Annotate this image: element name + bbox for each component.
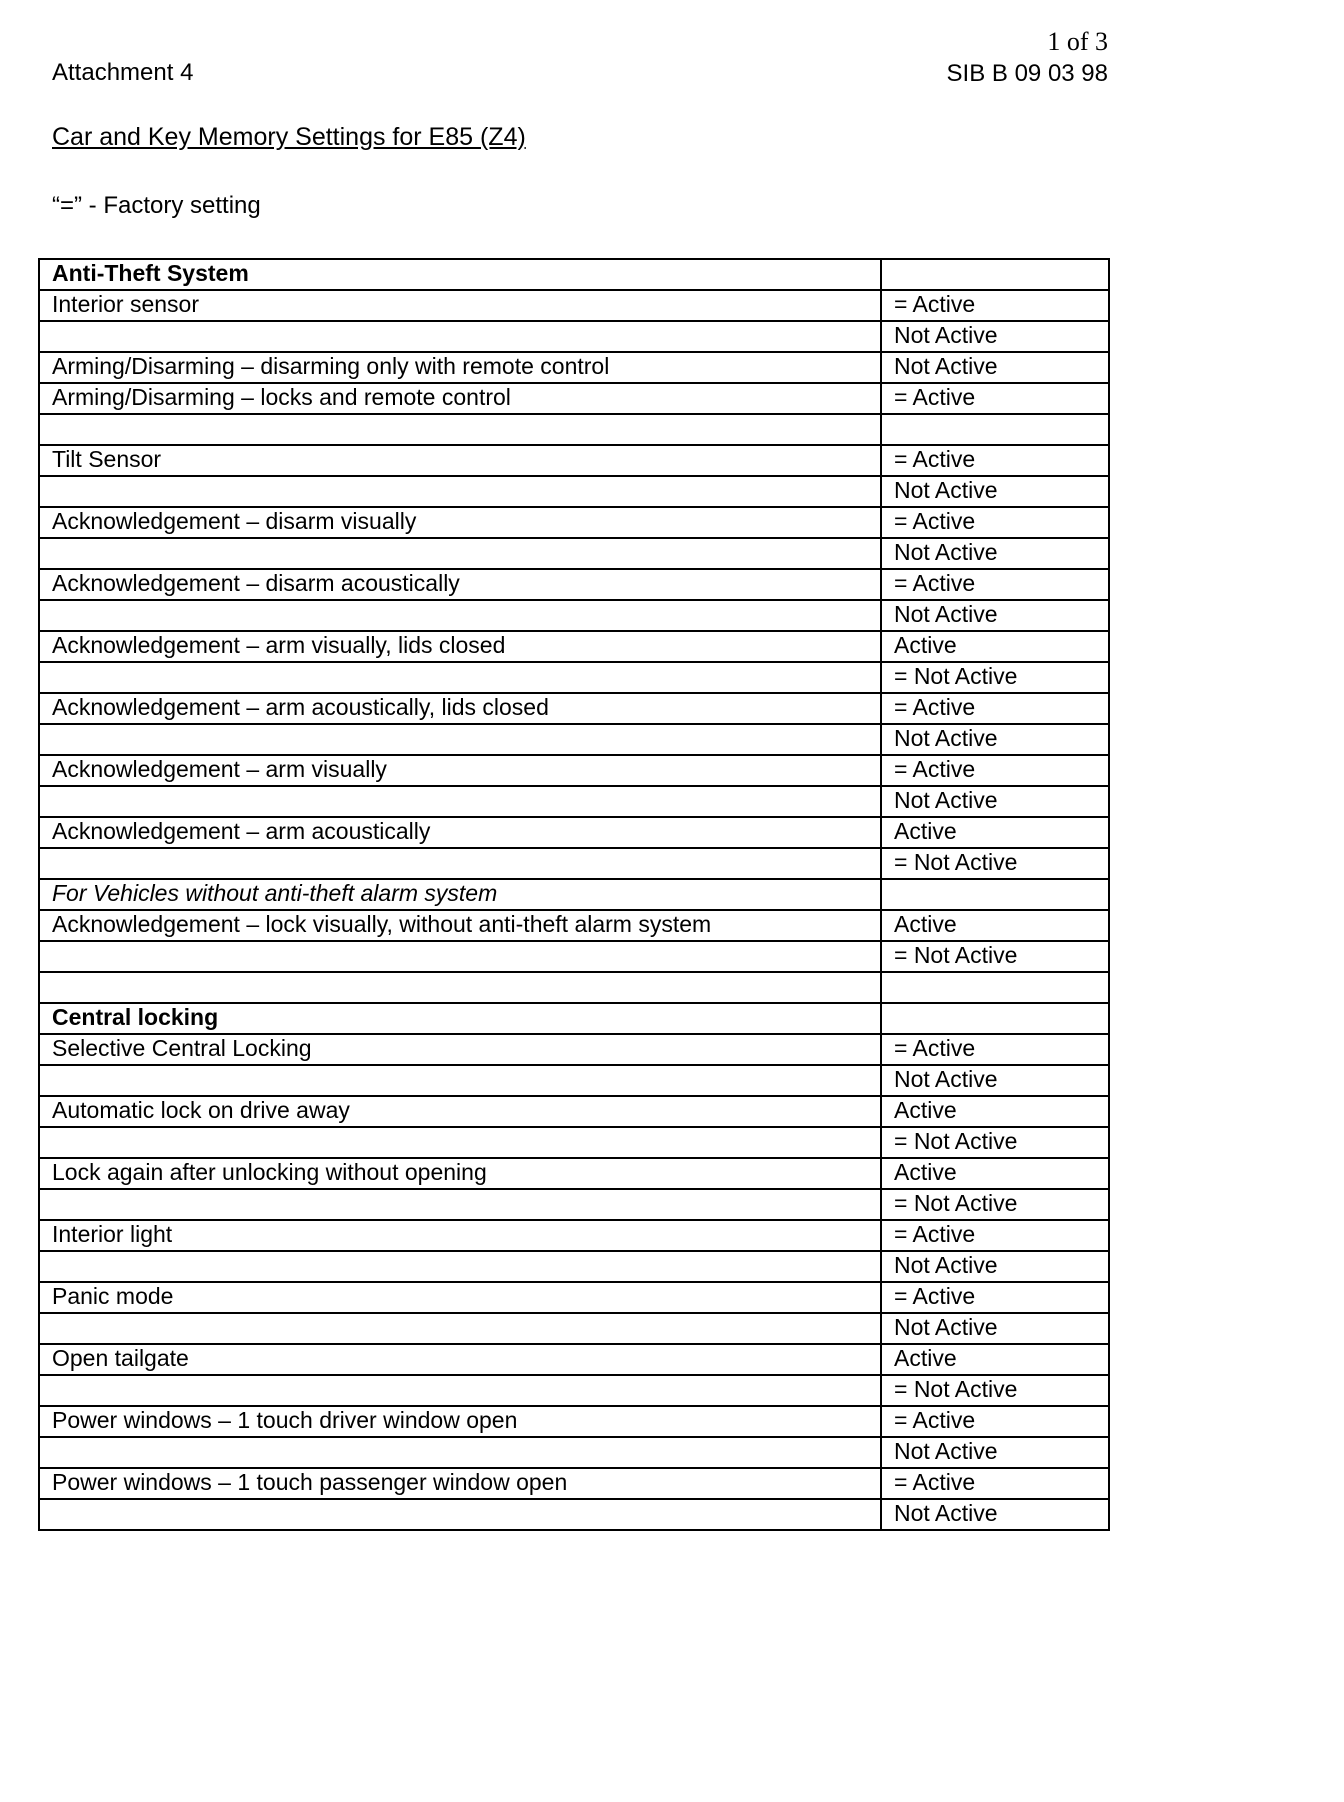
table-row <box>39 879 1109 910</box>
setting-label-cell: Arming/Disarming – locks and remote control <box>39 383 881 414</box>
setting-value-cell: Active <box>881 1158 1109 1189</box>
setting-label-cell: Tilt Sensor <box>39 445 881 476</box>
setting-label-cell <box>39 1251 881 1282</box>
setting-label-cell: Interior sensor <box>39 290 881 321</box>
setting-value-cell: Not Active <box>881 352 1109 383</box>
setting-label-cell: Acknowledgement – lock visually, without anti-theft alarm system <box>39 910 881 941</box>
table-row <box>39 445 1109 476</box>
table-row <box>39 693 1109 724</box>
setting-label-cell <box>39 1189 881 1220</box>
setting-label-cell: Automatic lock on drive away <box>39 1096 881 1127</box>
setting-value-cell: = Active <box>881 1282 1109 1313</box>
table-row <box>39 631 1109 662</box>
table-row <box>39 848 1109 879</box>
setting-label-cell: Arming/Disarming – disarming only with remote control <box>39 352 881 383</box>
setting-value-cell: Not Active <box>881 538 1109 569</box>
setting-label-cell: Power windows – 1 touch driver window open <box>39 1406 881 1437</box>
setting-label-cell: Acknowledgement – arm acoustically <box>39 817 881 848</box>
table-row <box>39 1127 1109 1158</box>
setting-value-cell: = Active <box>881 1034 1109 1065</box>
setting-label-cell <box>39 1065 881 1096</box>
setting-label-cell: Acknowledgement – arm acoustically, lids closed <box>39 693 881 724</box>
setting-value-cell: = Active <box>881 507 1109 538</box>
setting-value-cell: = Not Active <box>881 1189 1109 1220</box>
setting-value-cell <box>881 1003 1109 1034</box>
setting-value-cell: = Active <box>881 383 1109 414</box>
setting-label-cell: Selective Central Locking <box>39 1034 881 1065</box>
setting-value-cell: = Active <box>881 693 1109 724</box>
setting-label-cell: Anti-Theft System <box>39 259 881 290</box>
setting-value-cell <box>881 879 1109 910</box>
setting-value-cell: Not Active <box>881 321 1109 352</box>
setting-label-cell <box>39 1437 881 1468</box>
setting-value-cell: = Not Active <box>881 662 1109 693</box>
setting-label-cell <box>39 538 881 569</box>
table-row <box>39 1437 1109 1468</box>
attachment-label: Attachment 4 <box>52 58 194 86</box>
setting-value-cell: = Active <box>881 569 1109 600</box>
table-row <box>39 1344 1109 1375</box>
setting-label-cell <box>39 848 881 879</box>
setting-label-cell: For Vehicles without anti-theft alarm system <box>39 879 881 910</box>
setting-label-cell <box>39 972 881 1003</box>
table-row <box>39 321 1109 352</box>
setting-value-cell: Not Active <box>881 1437 1109 1468</box>
table-row <box>39 538 1109 569</box>
setting-label-cell: Panic mode <box>39 1282 881 1313</box>
settings-table <box>38 258 1110 1531</box>
table-row <box>39 1499 1109 1530</box>
page-title: Car and Key Memory Settings for E85 (Z4) <box>52 122 526 151</box>
setting-label-cell: Power windows – 1 touch passenger window open <box>39 1468 881 1499</box>
document-page <box>38 0 1108 1531</box>
setting-value-cell: = Active <box>881 445 1109 476</box>
setting-value-cell: Not Active <box>881 786 1109 817</box>
setting-label-cell: Acknowledgement – arm visually, lids closed <box>39 631 881 662</box>
setting-label-cell <box>39 414 881 445</box>
table-row <box>39 910 1109 941</box>
table-row <box>39 600 1109 631</box>
setting-value-cell: Not Active <box>881 1313 1109 1344</box>
table-row <box>39 414 1109 445</box>
table-row <box>39 1220 1109 1251</box>
setting-label-cell <box>39 662 881 693</box>
setting-value-cell: Not Active <box>881 724 1109 755</box>
table-row <box>39 972 1109 1003</box>
table-row <box>39 941 1109 972</box>
setting-value-cell: Not Active <box>881 1065 1109 1096</box>
table-row <box>39 569 1109 600</box>
table-row <box>39 259 1109 290</box>
table-row <box>39 1251 1109 1282</box>
setting-value-cell <box>881 414 1109 445</box>
setting-value-cell: Not Active <box>881 600 1109 631</box>
setting-label-cell: Central locking <box>39 1003 881 1034</box>
setting-value-cell: = Not Active <box>881 941 1109 972</box>
setting-label-cell: Lock again after unlocking without opening <box>39 1158 881 1189</box>
setting-label-cell <box>39 1375 881 1406</box>
table-row <box>39 1468 1109 1499</box>
setting-label-cell <box>39 1499 881 1530</box>
setting-value-cell: = Active <box>881 290 1109 321</box>
table-row <box>39 1158 1109 1189</box>
setting-value-cell: Active <box>881 1344 1109 1375</box>
table-row <box>39 290 1109 321</box>
setting-value-cell: = Active <box>881 1468 1109 1499</box>
setting-value-cell <box>881 259 1109 290</box>
table-row <box>39 352 1109 383</box>
setting-value-cell <box>881 972 1109 1003</box>
table-row <box>39 786 1109 817</box>
setting-label-cell <box>39 786 881 817</box>
setting-label-cell: Interior light <box>39 1220 881 1251</box>
table-row <box>39 507 1109 538</box>
setting-value-cell: = Active <box>881 1220 1109 1251</box>
setting-value-cell: = Active <box>881 755 1109 786</box>
setting-label-cell: Acknowledgement – arm visually <box>39 755 881 786</box>
table-row <box>39 1282 1109 1313</box>
setting-value-cell: Not Active <box>881 1499 1109 1530</box>
table-row <box>39 662 1109 693</box>
settings-table-body <box>39 259 1109 1530</box>
factory-setting-legend: “=” - Factory setting <box>52 191 261 219</box>
table-row <box>39 1034 1109 1065</box>
setting-value-cell: = Not Active <box>881 1127 1109 1158</box>
setting-label-cell <box>39 1313 881 1344</box>
table-row <box>39 1065 1109 1096</box>
table-row <box>39 1375 1109 1406</box>
table-row <box>39 755 1109 786</box>
setting-label-cell <box>39 941 881 972</box>
setting-label-cell <box>39 1127 881 1158</box>
setting-value-cell: Not Active <box>881 1251 1109 1282</box>
setting-value-cell: Active <box>881 631 1109 662</box>
table-row <box>39 724 1109 755</box>
setting-label-cell: Open tailgate <box>39 1344 881 1375</box>
doc-reference: SIB B 09 03 98 <box>946 59 1108 87</box>
setting-label-cell <box>39 476 881 507</box>
setting-label-cell: Acknowledgement – disarm acoustically <box>39 569 881 600</box>
table-row <box>39 1189 1109 1220</box>
setting-value-cell: Active <box>881 817 1109 848</box>
setting-value-cell: = Active <box>881 1406 1109 1437</box>
table-row <box>39 1096 1109 1127</box>
setting-value-cell: Not Active <box>881 476 1109 507</box>
setting-label-cell <box>39 600 881 631</box>
setting-label-cell <box>39 724 881 755</box>
page-header <box>38 26 1108 89</box>
setting-value-cell: Active <box>881 910 1109 941</box>
table-row <box>39 1003 1109 1034</box>
setting-value-cell: = Not Active <box>881 848 1109 879</box>
table-row <box>39 817 1109 848</box>
table-row <box>39 476 1109 507</box>
table-row <box>39 1313 1109 1344</box>
setting-label-cell: Acknowledgement – disarm visually <box>39 507 881 538</box>
setting-label-cell <box>39 321 881 352</box>
table-row <box>39 1406 1109 1437</box>
table-row <box>39 383 1109 414</box>
header-right-block <box>947 26 1108 89</box>
page-number: 1 of 3 <box>1047 27 1108 56</box>
setting-value-cell: = Not Active <box>881 1375 1109 1406</box>
setting-value-cell: Active <box>881 1096 1109 1127</box>
